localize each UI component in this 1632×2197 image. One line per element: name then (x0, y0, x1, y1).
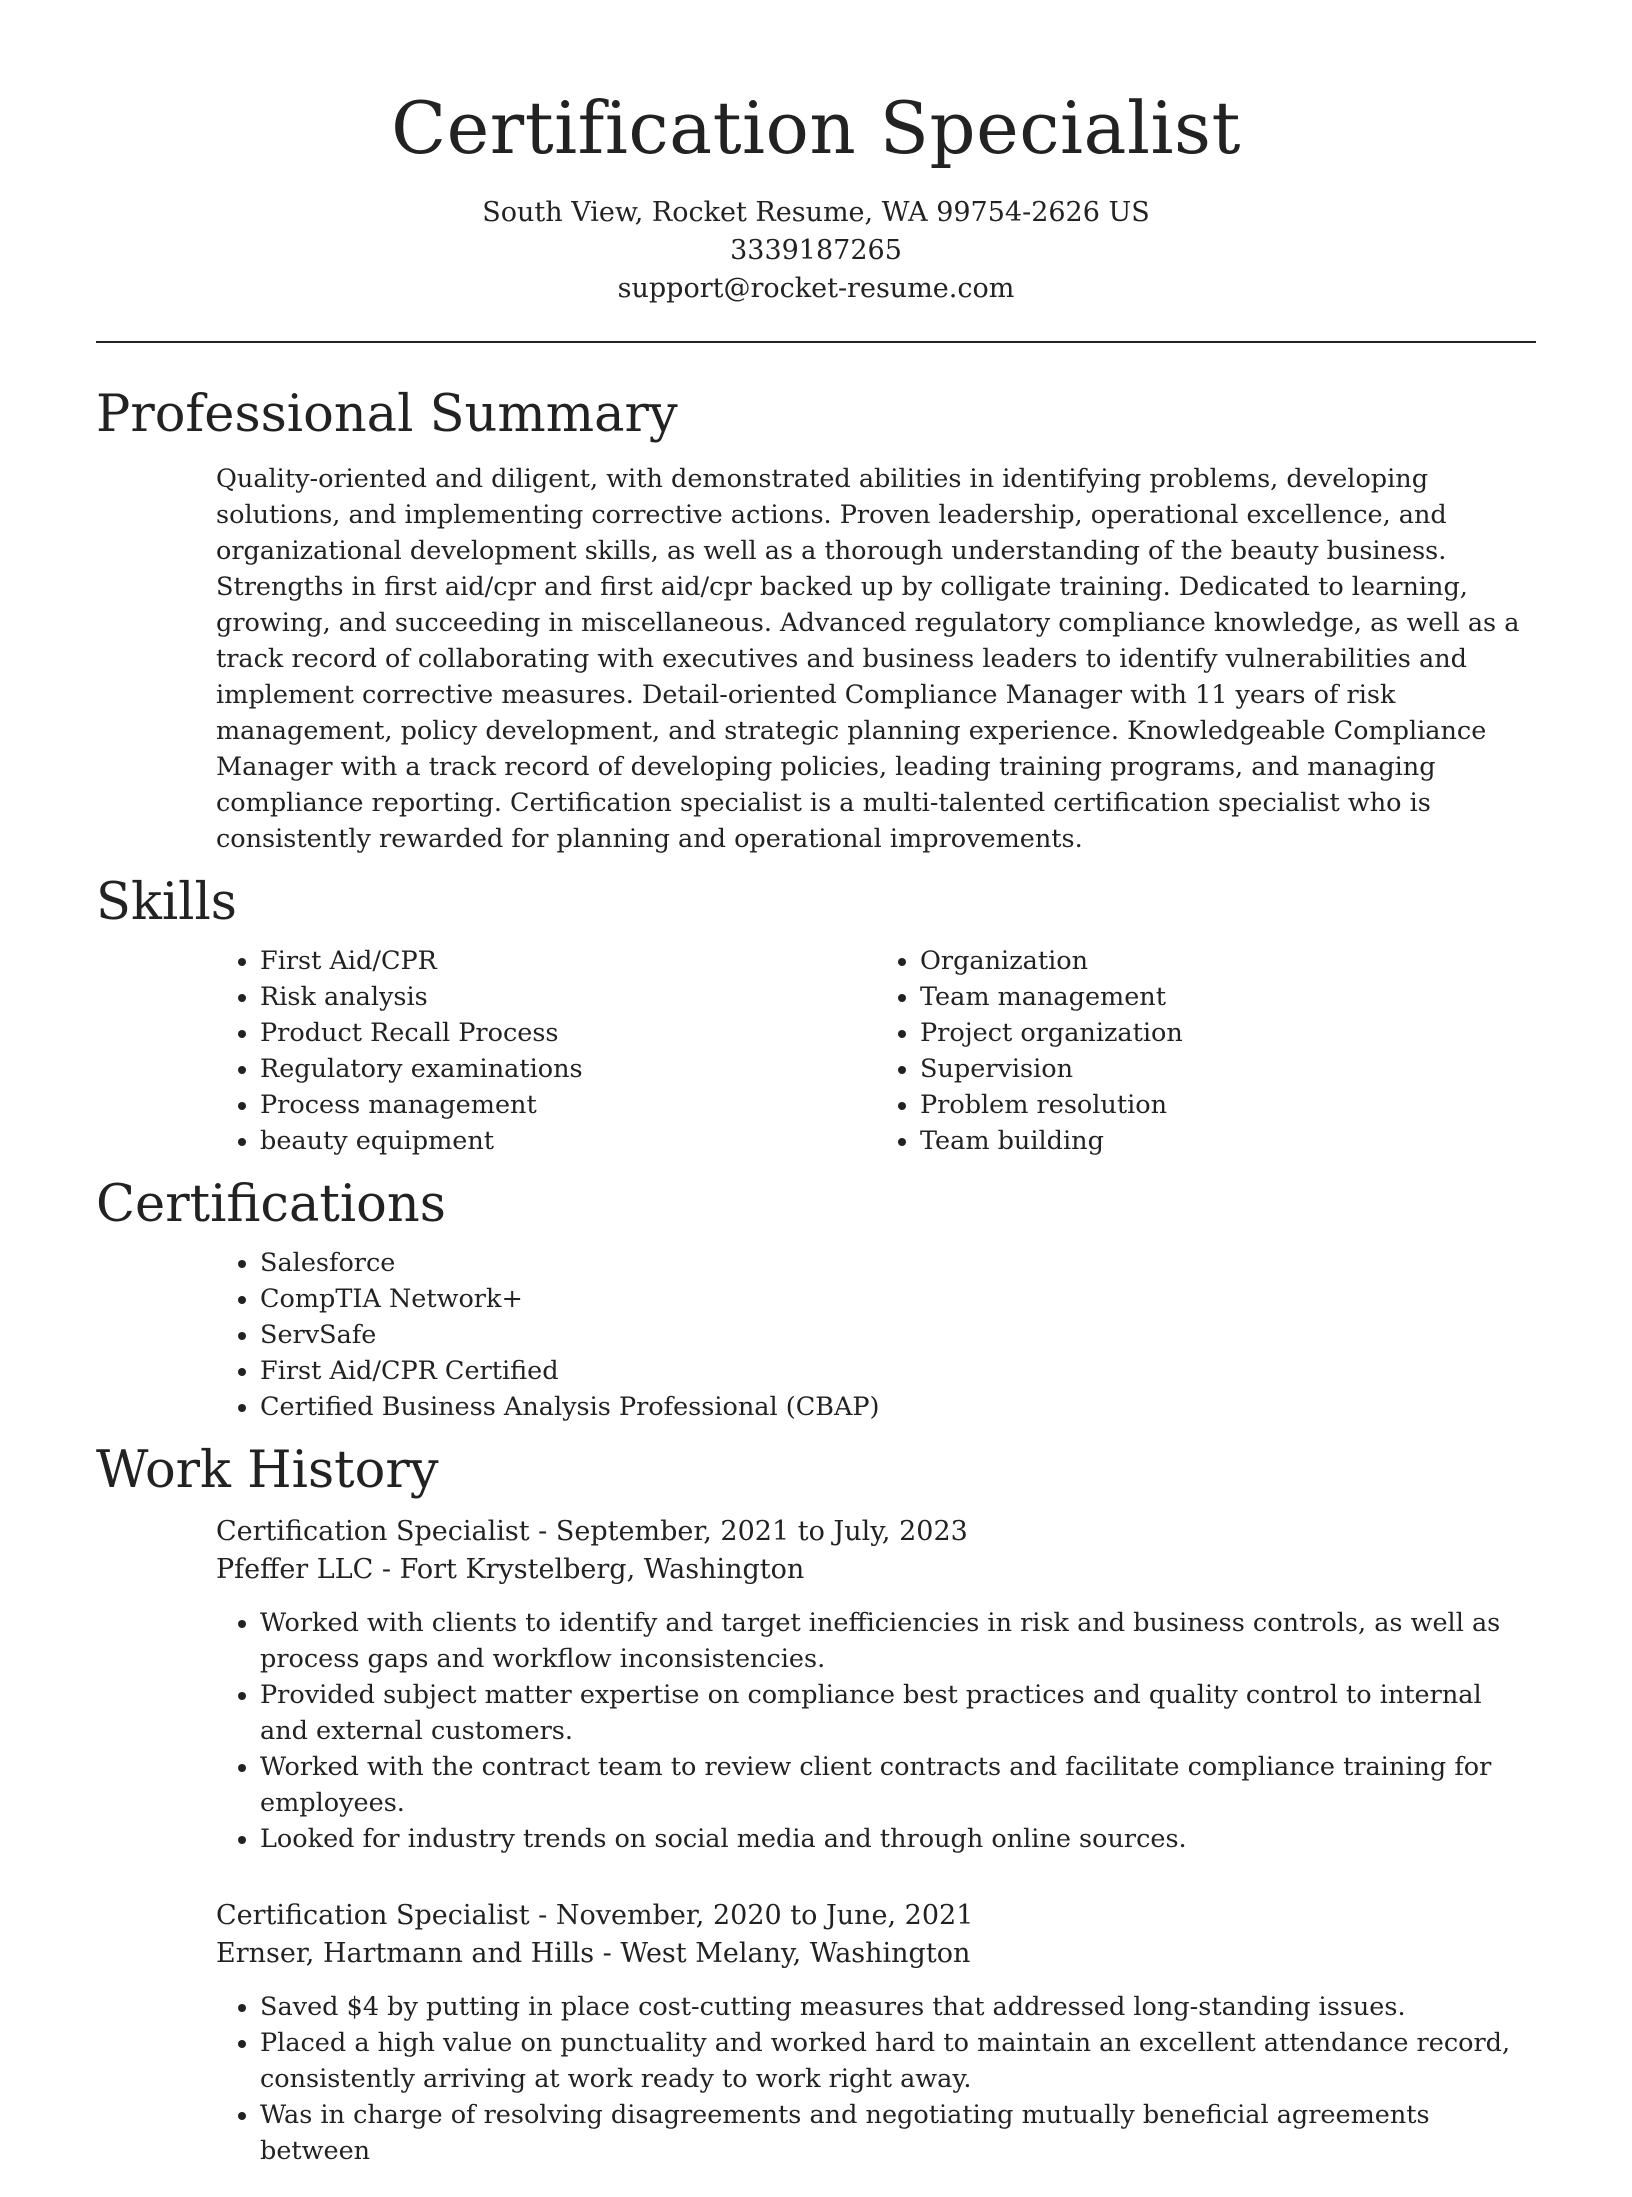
list-item: • Team management (920, 979, 1536, 1015)
work-section (96, 1441, 1536, 2169)
certifications-body (216, 1245, 1536, 1425)
job-location: West Melany, Washington (620, 1938, 971, 1969)
job-entry (216, 1897, 1536, 2169)
contact-phone: 3339187265 (730, 235, 902, 266)
list-item: • Placed a high value on punctuality and worked hard to maintain an excellent attendance record, consistently arriving at work ready to work right away. (260, 2025, 1536, 2097)
list-item: • Worked with the contract team to review client contracts and facilitate compliance training for employees. (260, 1749, 1536, 1821)
list-item: • ServSafe (260, 1317, 1536, 1353)
job-dates-separator: - (538, 1516, 556, 1547)
contact-email: support@rocket-resume.com (617, 273, 1015, 304)
job-location-separator: - (602, 1938, 621, 1969)
job-title: Certification Specialist (216, 1900, 530, 1931)
summary-text: Quality-oriented and diligent, with demonstrated abilities in identifying problems, developing solutions, and implementing corrective actions. Proven leadership, operational excellence, and organizational development skills, as well as a thorough understanding of the beauty business. Strengths in first aid/cpr and first aid/cpr backed up by colligate training. Dedicated to learning, growing, and succeeding in miscellaneous. Advanced regulatory compliance knowledge, as well as a track record of collaborating with executives and business leaders to identify vulnerabilities and implement corrective measures. Detail-oriented Compliance Manager with 11 years of risk management, policy development, and strategic planning experience. Knowledgeable Compliance Manager with a track record of developing policies, leading training programs, and managing compliance reporting. Certification specialist is a multi-talented certification specialist who is consistently rewarded for planning and operational improvements. (216, 464, 1520, 854)
summary-body (216, 461, 1536, 857)
list-item: • Certified Business Analysis Professional (CBAP) (260, 1389, 1536, 1425)
job-company-line (216, 1551, 1536, 1589)
job-bullets (96, 1605, 1536, 1857)
job-company-line (216, 1935, 1536, 1973)
list-item: • Organization (920, 943, 1536, 979)
list-item: • Looked for industry trends on social media and through online sources. (260, 1821, 1536, 1857)
job-bullets (96, 1989, 1536, 2169)
job-title-line (216, 1897, 1536, 1935)
list-item: • Was in charge of resolving disagreements and negotiating mutually beneficial agreements between (260, 2097, 1536, 2169)
skills-list-right (876, 943, 1536, 1159)
job-location: Fort Krystelberg, Washington (399, 1554, 805, 1585)
job-dates: November, 2020 to June, 2021 (555, 1900, 974, 1931)
job-dates: September, 2021 to July, 2023 (555, 1516, 968, 1547)
summary-section (96, 385, 1536, 857)
skills-title: Skills (96, 873, 237, 932)
job-location-separator: - (381, 1554, 400, 1585)
resume-page (96, 0, 1536, 2197)
list-item: • Saved $4 by putting in place cost-cutting measures that addressed long-standing issues. (260, 1989, 1536, 2025)
certifications-list (216, 1245, 1536, 1425)
list-item: • Worked with clients to identify and target inefficiencies in risk and business controls, as well as process gaps and workflow inconsistencies. (260, 1605, 1536, 1677)
certifications-section (96, 1175, 1536, 1425)
job-dates-separator: - (538, 1900, 556, 1931)
list-item: • Salesforce (260, 1245, 1536, 1281)
job-title: Certification Specialist (216, 1516, 530, 1547)
work-body (216, 1513, 1536, 2169)
certifications-title: Certifications (96, 1175, 446, 1234)
job-company: Ernser, Hartmann and Hills (216, 1938, 595, 1969)
list-item: • Regulatory examinations (260, 1051, 876, 1087)
list-item: • Process management (260, 1087, 876, 1123)
work-title: Work History (96, 1441, 439, 1500)
list-item: • Problem resolution (920, 1087, 1536, 1123)
list-item: • Team building (920, 1123, 1536, 1159)
contact-block (96, 194, 1536, 308)
list-item: • Project organization (920, 1015, 1536, 1051)
job-header (216, 1513, 1536, 1589)
summary-title: Professional Summary (96, 385, 678, 444)
list-item: • Risk analysis (260, 979, 876, 1015)
skills-section (96, 873, 1536, 1159)
list-item: • beauty equipment (260, 1123, 876, 1159)
skills-columns (216, 943, 1536, 1159)
job-header (216, 1897, 1536, 1973)
list-item: • Provided subject matter expertise on compliance best practices and quality control to internal and external customers. (260, 1677, 1536, 1749)
skills-list-left (216, 943, 876, 1159)
job-company: Pfeffer LLC (216, 1554, 374, 1585)
header-divider (96, 341, 1536, 343)
list-item: • First Aid/CPR (260, 943, 876, 979)
job-entry (216, 1513, 1536, 1857)
list-item: • Supervision (920, 1051, 1536, 1087)
list-item: • First Aid/CPR Certified (260, 1353, 1536, 1389)
contact-address: South View, Rocket Resume, WA 99754-2626 US (482, 197, 1150, 228)
job-title-line (216, 1513, 1536, 1551)
resume-name: Certification Specialist (391, 86, 1241, 170)
list-item: • CompTIA Network+ (260, 1281, 1536, 1317)
list-item: • Product Recall Process (260, 1015, 876, 1051)
